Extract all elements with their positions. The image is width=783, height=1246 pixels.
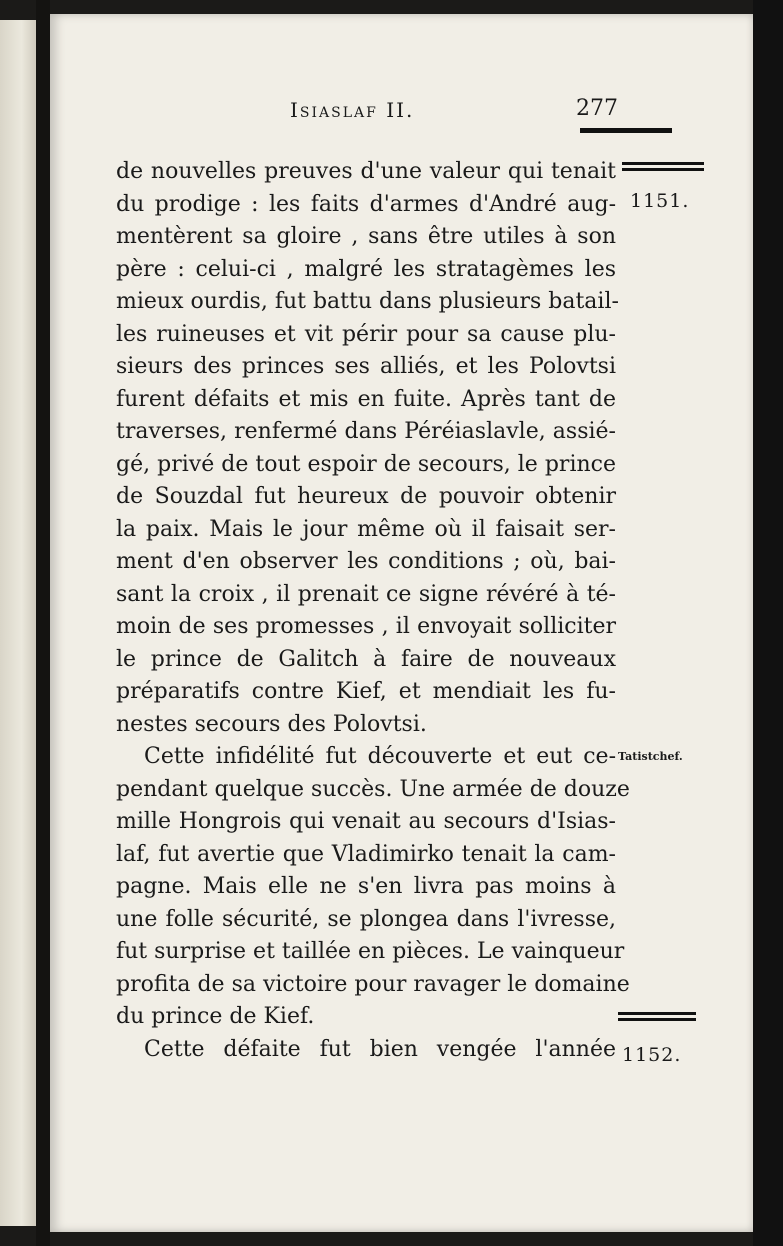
text-line: du prodige : les faits d'armes d'André aug-: [116, 191, 616, 217]
text-line: mieux ourdis, fut battu dans plusieurs batail-: [116, 289, 619, 314]
text-line: le prince de Galitch à faire de nouveaux: [116, 646, 616, 672]
text-line: Cette infidélité fut découverte et eut ce-: [144, 744, 616, 769]
text-line: de nouvelles preuves d'une valeur qui tenait: [116, 159, 616, 184]
margin-double-rule-top: [622, 162, 704, 171]
text-line: traverses, renfermé dans Péréiaslavle, assié-: [116, 419, 616, 444]
text-line: pagne. Mais elle ne s'en livra pas moins à: [116, 874, 616, 899]
text-line: les ruineuses et vit périr pour sa cause plu-: [116, 321, 616, 347]
text-line: gé, privé de tout espoir de secours, le prince: [116, 451, 616, 477]
text-line: nestes secours des Polovtsi.: [116, 711, 427, 737]
text-line: mille Hongrois qui venait au secours d'Isias-: [116, 809, 616, 834]
margin-year-1152: 1152.: [622, 1044, 682, 1066]
text-line: sant la croix , il prenait ce signe révéré à té-: [116, 581, 616, 607]
text-line: moin de ses promesses , il envoyait solliciter: [116, 614, 616, 639]
margin-year-1151: 1151.: [630, 190, 690, 212]
text-line: pendant quelque succès. Une armée de douze: [116, 776, 630, 802]
text-line: préparatifs contre Kief, et mendiait les fu-: [116, 679, 616, 704]
text-line: laf, fut avertie que Vladimirko tenait la cam-: [116, 841, 616, 867]
book-gutter: [36, 0, 50, 1246]
running-header-title: Isiaslaf II.: [290, 98, 415, 122]
body-text: [116, 156, 630, 1066]
text-line: la paix. Mais le jour même où il faisait ser-: [116, 516, 616, 542]
left-page-edge: [0, 20, 36, 1226]
text-line: profita de sa victoire pour ravager le domaine: [116, 971, 630, 997]
margin-source-note: Tatistchef.: [618, 750, 683, 763]
margin-double-rule-bottom: [618, 1012, 696, 1021]
text-line: sieurs des princes ses alliés, et les Polovtsi: [116, 354, 616, 379]
right-background: [753, 0, 783, 1246]
text-line: une folle sécurité, se plongea dans l'ivresse,: [116, 906, 616, 932]
book-page: [50, 14, 753, 1232]
text-line: mentèrent sa gloire , sans être utiles à son: [116, 224, 616, 249]
text-line: fut surprise et taillée en pièces. Le vainqueur: [116, 939, 625, 964]
text-line: Cette défaite fut bien vengée l'année: [144, 1036, 616, 1062]
text-line: père : celui-ci , malgré les stratagèmes les: [116, 256, 616, 282]
text-line: de Souzdal fut heureux de pouvoir obtenir: [116, 484, 616, 509]
text-line: ment d'en observer les conditions ; où, bai-: [116, 549, 616, 574]
text-line: furent défaits et mis en fuite. Après tant de: [116, 386, 616, 412]
page-number: 277: [576, 96, 618, 121]
header-rule: [580, 128, 672, 133]
text-line: du prince de Kief.: [116, 1004, 315, 1029]
